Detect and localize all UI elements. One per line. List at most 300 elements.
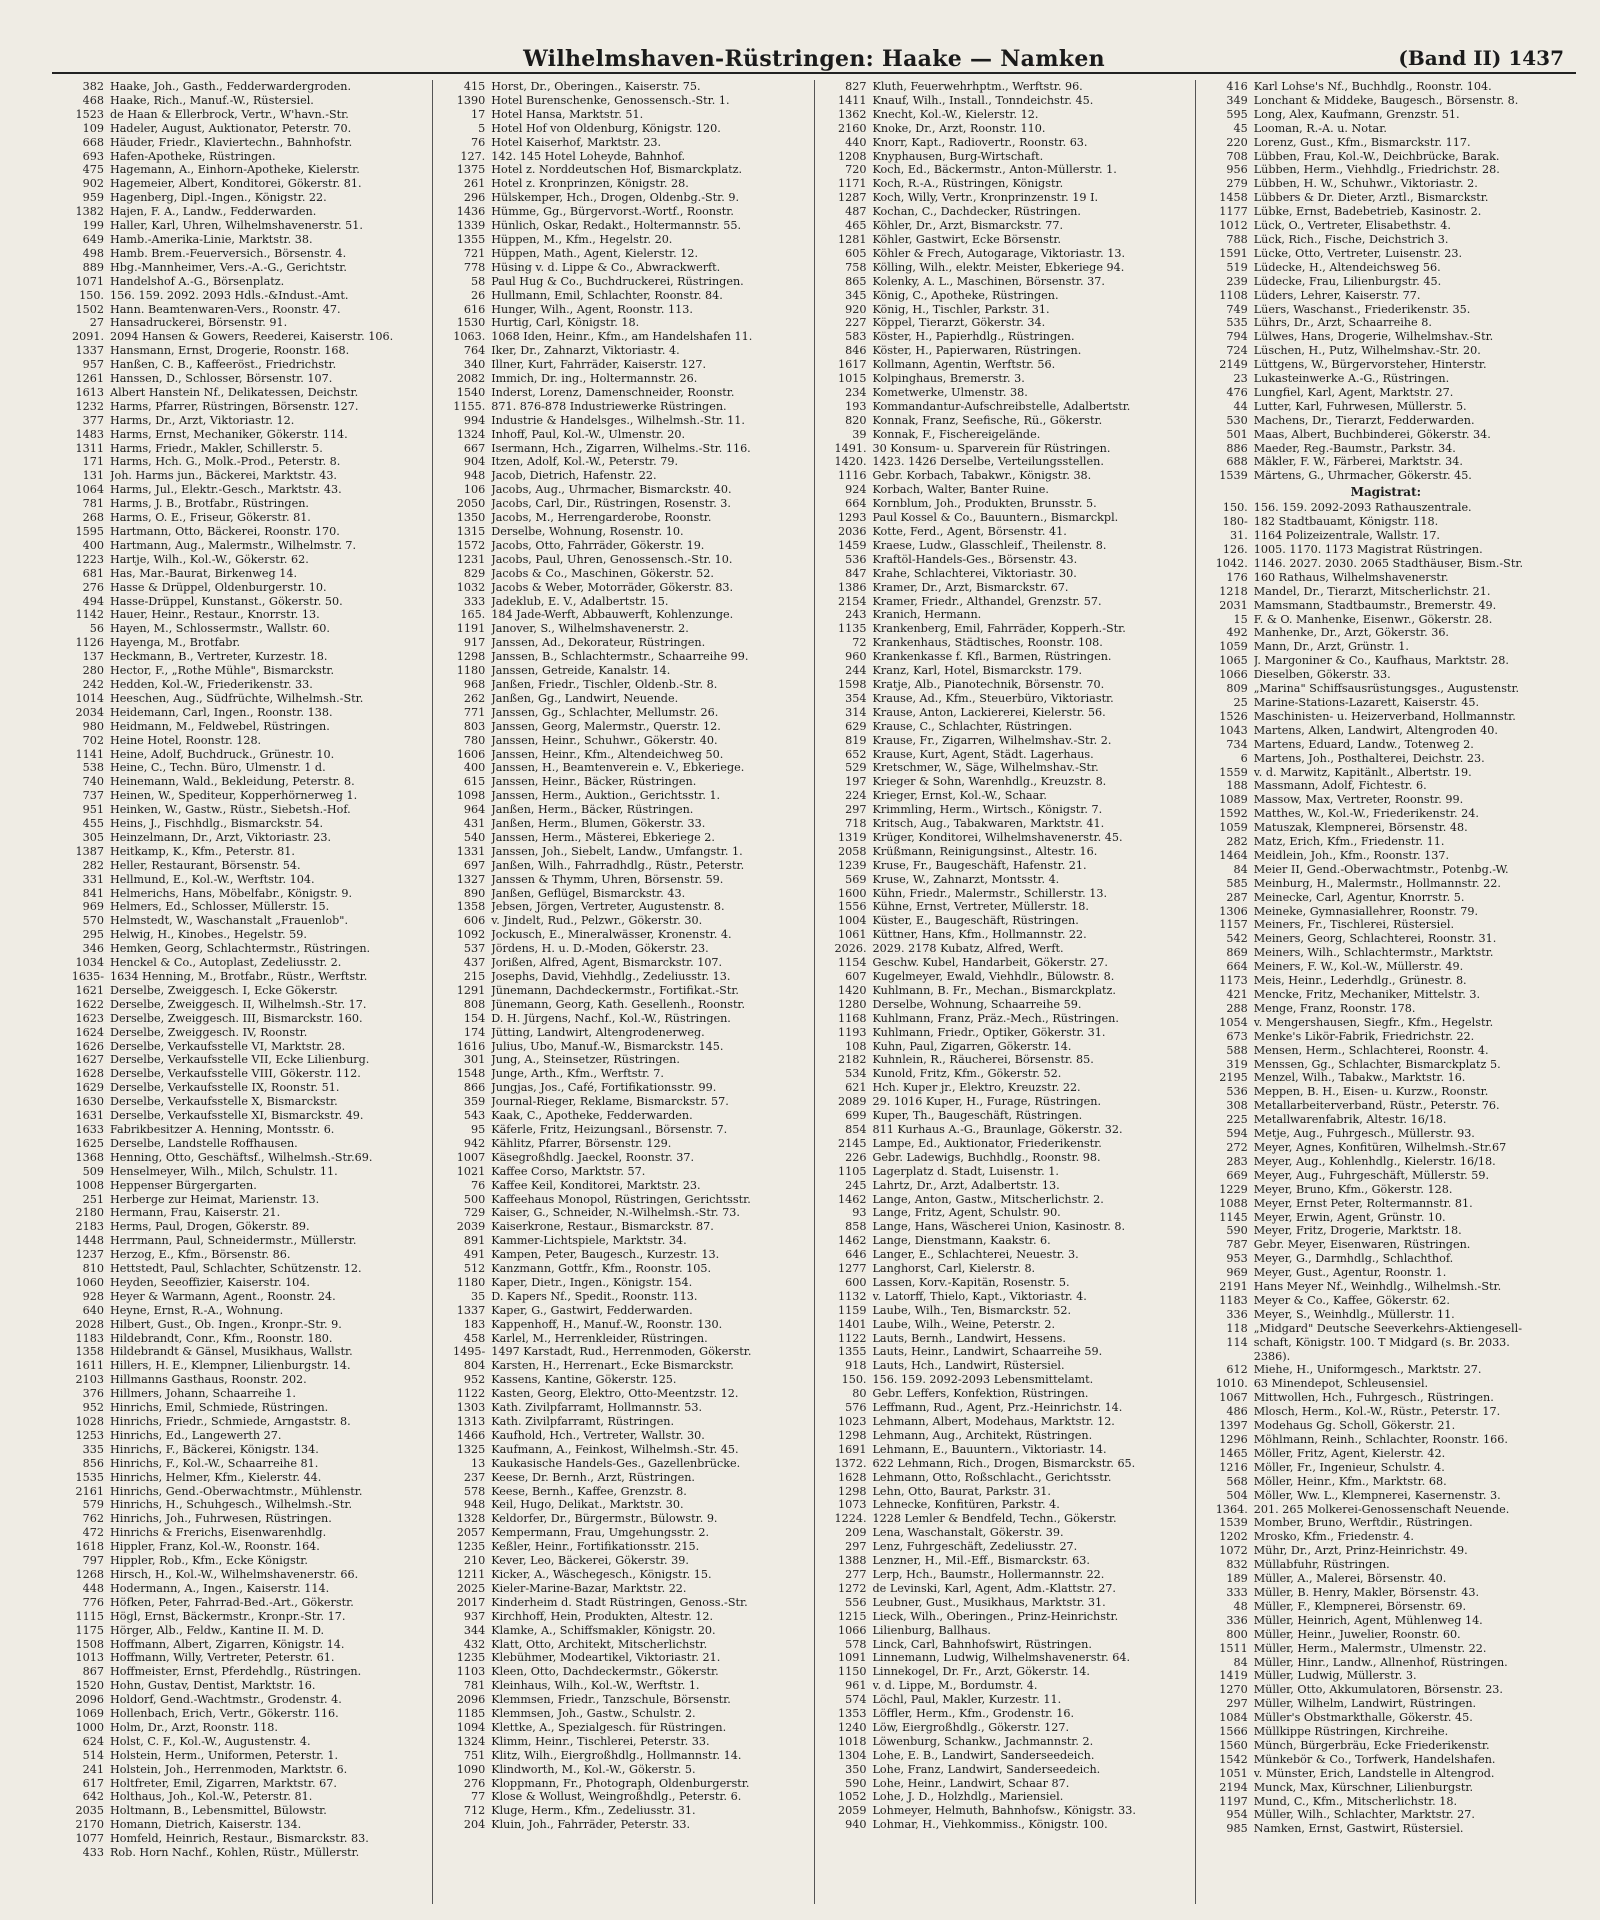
directory-entry (439, 1610, 807, 1624)
entry-text: Linnekogel, Dr. Fr., Arzt, Gökerstr. 14. (872, 1665, 1090, 1679)
entry-text: Junge, Arth., Kfm., Werftstr. 7. (491, 1067, 664, 1081)
directory-entry (58, 720, 426, 734)
entry-text: Klamke, A., Schiffsmakler, Königstr. 20. (491, 1623, 716, 1637)
phone-number: 1328 (456, 1512, 486, 1526)
directory-entry (1202, 932, 1570, 946)
entry-text: Kuper, Th., Baugeschäft, Rüstringen. (872, 1109, 1083, 1123)
entry-text: Kaukasische Handels-Ges., Gazellenbrücke. (491, 1456, 741, 1470)
phone-number: 1635- (71, 970, 104, 983)
phone-number: 1218 (1219, 584, 1248, 598)
phone-number: 1623 (75, 1011, 104, 1025)
directory-entry (58, 1443, 426, 1457)
phone-number: 131 (82, 469, 104, 483)
phone-number: 276 (82, 580, 104, 594)
phone-number: 956 (1226, 163, 1248, 177)
directory-entry (1202, 793, 1570, 807)
directory-entry (439, 581, 807, 595)
phone-number: 1280 (838, 997, 867, 1011)
phone-number: 948 (463, 1498, 486, 1512)
entry-text: Harms, O. E., Friseur, Gökerstr. 81. (110, 511, 311, 525)
entry-text: Namken, Ernst, Gastwirt, Rüstersiel. (1253, 1822, 1464, 1836)
entry-text: Harms, J. B., Brotfabr., Rüstringen. (110, 497, 309, 511)
directory-entry (58, 1053, 426, 1067)
entry-text: Hinrichs & Frerichs, Eisenwarenhdlg. (110, 1526, 327, 1540)
directory-entry (58, 664, 426, 678)
entry-text: Kählitz, Pfarrer, Börsenstr. 129. (491, 1136, 672, 1150)
directory-entry (58, 428, 426, 442)
directory-entry (1202, 1127, 1570, 1141)
phone-number: 1436 (456, 205, 486, 219)
phone-number: 734 (1226, 737, 1248, 751)
entry-text: Haake, Rich., Manuf.-W., Rüstersiel. (110, 93, 314, 107)
phone-number: 1091 (838, 1651, 867, 1665)
directory-entry (821, 1624, 1189, 1638)
entry-text: Heppenser Bürgergarten. (110, 1178, 257, 1192)
entry-text: Kraftöl-Handels-Ges., Börsenstr. 43. (872, 552, 1078, 566)
entry-text: Hippler, Franz, Kol.-W., Roonstr. 164. (110, 1540, 320, 1554)
phone-number: 1126 (75, 636, 104, 650)
directory-entry (821, 344, 1189, 358)
entry-text: Momber, Bruno, Werftdir., Rüstringen. (1253, 1516, 1473, 1530)
phone-number: 193 (845, 399, 867, 413)
entry-text: Kampen, Peter, Baugesch., Kurzestr. 13. (491, 1248, 720, 1262)
entry-text: Mühr, Dr., Arzt, Prinz-Heinrichstr. 49. (1253, 1544, 1468, 1558)
phone-number: 1180 (456, 664, 486, 678)
directory-entry (821, 289, 1189, 303)
phone-number: 652 (845, 747, 867, 761)
entry-text: Kaufhold, Hch., Vertreter, Wallstr. 30. (491, 1428, 705, 1442)
directory-entry (1202, 1183, 1570, 1197)
entry-text: Lange, Anton, Gastw., Mitscherlichstr. 2. (872, 1192, 1104, 1206)
entry-text: Jung, A., Steinsetzer, Rüstringen. (491, 1053, 680, 1067)
entry-text: 1005. 1170. 1173 Magistrat Rüstringen. (1253, 543, 1483, 556)
phone-number: 346 (82, 942, 104, 956)
phone-number: 1007 (456, 1150, 486, 1164)
directory-entry (58, 1318, 426, 1332)
directory-entry (821, 636, 1189, 650)
entry-text: Lange, Dienstmann, Kaakstr. 6. (872, 1234, 1051, 1248)
phone-number: 1624 (75, 1025, 104, 1039)
phone-number: 1611 (75, 1359, 104, 1373)
directory-entry (439, 261, 807, 275)
phone-number: 536 (1226, 1085, 1248, 1099)
phone-number: 781 (463, 1679, 486, 1693)
phone-number: 574 (845, 1693, 867, 1707)
entry-text: Jacobs & Weber, Motorräder, Gökerstr. 83. (491, 580, 734, 594)
directory-entry (821, 122, 1189, 136)
directory-entry (439, 330, 807, 344)
entry-text: Klemmsen, Friedr., Tanzschule, Börsenstr. (491, 1693, 731, 1707)
entry-text: Joh. Harms jun., Bäckerei, Marktstr. 43. (110, 469, 337, 483)
directory-entry (821, 817, 1189, 831)
directory-entry (1202, 891, 1570, 905)
directory-entry (1202, 1391, 1570, 1405)
entry-text: Lukasteinwerke A.-G., Rüstringen. (1253, 372, 1450, 386)
phone-number: 1154 (838, 956, 867, 970)
directory-entry (58, 1012, 426, 1026)
entry-text: Mensen, Herm., Schlachterei, Roonstr. 4. (1253, 1043, 1489, 1057)
entry-text: Laube, Wilh., Ten, Bismarckstr. 52. (872, 1303, 1072, 1317)
directory-entry (58, 984, 426, 998)
directory-entry (1202, 233, 1570, 247)
directory-entry (439, 706, 807, 720)
directory-entry (821, 1457, 1189, 1471)
phone-number: 1142 (75, 608, 104, 622)
entry-text: Albert Hanstein Nf., Delikatessen, Deichstr. (110, 385, 359, 399)
entry-text: v. d. Lippe, M., Bordumstr. 4. (872, 1679, 1038, 1693)
directory-entry (439, 442, 807, 456)
phone-number: 2145 (838, 1136, 867, 1150)
directory-entry (439, 428, 807, 442)
entry-text: König, H., Tischler, Parkstr. 31. (872, 302, 1050, 316)
directory-entry (1202, 1447, 1570, 1461)
directory-entry (821, 511, 1189, 525)
directory-entry (1202, 501, 1570, 515)
directory-entry (439, 1304, 807, 1318)
entry-text: Kometwerke, Ulmenstr. 38. (872, 385, 1028, 399)
directory-entry (58, 1707, 426, 1721)
entry-text: Koch, Willy, Vertr., Kronprinzenstr. 19 I. (872, 191, 1099, 205)
phone-number: 242 (82, 677, 104, 691)
phone-number: 841 (82, 886, 104, 900)
directory-entry (821, 928, 1189, 942)
entry-text: Kuhlmann, Friedr., Optiker, Gökerstr. 31. (872, 1025, 1106, 1039)
phone-number: 1004 (838, 914, 867, 928)
directory-entry (439, 1193, 807, 1207)
directory-entry (439, 1790, 807, 1804)
directory-entry (439, 1165, 807, 1179)
directory-entry (821, 678, 1189, 692)
directory-entry (439, 775, 807, 789)
phone-number: 1021 (456, 1164, 486, 1178)
directory-entry (1202, 1252, 1570, 1266)
directory-entry (439, 303, 807, 317)
phone-number: 535 (1226, 316, 1248, 330)
directory-entry (439, 1095, 807, 1109)
entry-text: Holstein, Joh., Herrenmoden, Marktstr. 6. (110, 1762, 348, 1776)
directory-entry (58, 1777, 426, 1791)
column-1 (52, 80, 433, 1904)
directory-entry (1202, 1544, 1570, 1558)
directory-entry (58, 1429, 426, 1443)
phone-number: 1303 (456, 1401, 486, 1415)
phone-number: 72 (852, 636, 867, 650)
directory-entry (1202, 960, 1570, 974)
phone-number: 1628 (838, 1470, 867, 1484)
directory-entry (1202, 1363, 1570, 1377)
directory-entry (1202, 1503, 1570, 1517)
phone-number: 137 (82, 650, 104, 664)
phone-number: 1034 (75, 956, 104, 970)
entry-text: Meiners, Fr., Tischlerei, Rüstersiel. (1253, 918, 1454, 932)
entry-text: Kruse, Fr., Baugeschäft, Hafenstr. 21. (872, 858, 1087, 872)
phone-number: 2195 (1219, 1071, 1248, 1085)
entry-text: Lauts, Bernh., Landwirt, Hessens. (872, 1331, 1066, 1345)
phone-number: 1293 (838, 511, 867, 525)
phone-number: 803 (463, 719, 486, 733)
entry-text: Derselbe, Verkaufsstelle VII, Ecke Lilienburg. (110, 1053, 370, 1067)
entry-text: Kranz, Karl, Hotel, Bismarckstr. 179. (872, 664, 1083, 678)
entry-text: Lonchant & Middeke, Baugesch., Börsenstr. 8. (1253, 93, 1519, 107)
directory-entry (1202, 807, 1570, 821)
directory-entry (58, 275, 426, 289)
entry-text: Lüttgens, W., Bürgervorsteher, Hinterstr. (1253, 358, 1487, 372)
directory-entry (1202, 779, 1570, 793)
directory-entry (439, 1540, 807, 1554)
phone-number: 243 (845, 608, 867, 622)
entry-text: Lübben, Frau, Kol.-W., Deichbrücke, Barak. (1253, 149, 1500, 163)
entry-text: Lohmar, H., Viehkommiss., Königstr. 100. (872, 1818, 1108, 1832)
entry-text: Müller, A., Malerei, Börsenstr. 40. (1253, 1572, 1447, 1586)
entry-text: Janßen, Gg., Landwirt, Neuende. (491, 691, 679, 705)
directory-entry (439, 1359, 807, 1373)
phone-number: 2034 (75, 705, 104, 719)
directory-entry (821, 942, 1189, 956)
directory-entry (1202, 1683, 1570, 1697)
entry-text: Krankenhaus, Städtisches, Roonstr. 108. (872, 636, 1103, 650)
directory-entry (58, 1554, 426, 1568)
directory-entry (439, 1290, 807, 1304)
entry-text: Krüßmann, Reinigungsinst., Altestr. 16. (872, 844, 1098, 858)
entry-text: Lehmann, Aug., Architekt, Rüstringen. (872, 1428, 1093, 1442)
entry-text: Keßler, Heinr., Fortifikationsstr. 215. (491, 1540, 700, 1554)
directory-entry (58, 1638, 426, 1652)
entry-text: 156. 159. 2092-2093 Rathauszentrale. (1253, 501, 1472, 515)
entry-text: Hotel z. Norddeutschen Hof, Bismarckplatz. (491, 163, 743, 177)
phone-number: 1350 (456, 511, 486, 525)
entry-text: 160 Rathaus, Wilhelmshavenerstr. (1253, 570, 1449, 584)
entry-text: Müller, Otto, Akkumulatoren, Börsenstr. 23. (1253, 1683, 1503, 1697)
phone-number: 297 (845, 1540, 867, 1554)
directory-entry (439, 205, 807, 219)
entry-text: Käferle, Fritz, Heizungsanl., Börsenstr. 7. (491, 1122, 728, 1136)
directory-entry (439, 414, 807, 428)
directory-entry (439, 900, 807, 914)
phone-number: 778 (463, 260, 486, 274)
phone-number: 1382 (75, 205, 104, 219)
phone-number: 640 (82, 1303, 104, 1317)
entry-text: Lange, Hans, Wäscherei Union, Kasinostr. 8. (872, 1220, 1126, 1234)
directory-entry (58, 1832, 426, 1846)
entry-text: Kaper, Dietr., Ingen., Königstr. 154. (491, 1275, 693, 1289)
directory-entry (821, 581, 1189, 595)
directory-entry (1202, 150, 1570, 164)
directory-entry (439, 1429, 807, 1443)
phone-number: 2031 (1219, 598, 1248, 612)
directory-entry (439, 289, 807, 303)
directory-entry (1202, 1516, 1570, 1530)
entry-text: Heine, Adolf, Buchdruck., Grünestr. 10. (110, 747, 335, 761)
phone-number: 538 (82, 761, 104, 775)
entry-text: Massow, Max, Vertreter, Roonstr. 99. (1253, 793, 1464, 807)
entry-text: Käsegroßhdlg. Jaeckel, Roonstr. 37. (491, 1150, 695, 1164)
directory-entry (821, 1638, 1189, 1652)
entry-text: 811 Kurhaus A.-G., Braunlage, Gökerstr. 32. (872, 1122, 1123, 1136)
phone-number: 1372. (834, 1456, 867, 1470)
entry-text: Lungfiel, Karl, Agent, Marktstr. 27. (1253, 385, 1454, 399)
directory-entry (821, 80, 1189, 94)
entry-text: Heeschen, Aug., Südfrüchte, Wilhelmsh.-Str. (110, 691, 364, 705)
phone-number: 1296 (1219, 1433, 1248, 1446)
directory-entry (439, 692, 807, 706)
directory-entry (58, 205, 426, 219)
entry-text: Holtfreter, Emil, Zigarren, Marktstr. 67. (110, 1776, 337, 1790)
directory-entry (821, 525, 1189, 539)
directory-entry (439, 1526, 807, 1540)
entry-text: Hch. Kuper jr., Elektro, Kreuzstr. 22. (872, 1081, 1081, 1095)
directory-entry (439, 789, 807, 803)
directory-entry (1202, 386, 1570, 400)
phone-number: 534 (845, 1067, 867, 1081)
phone-number: 794 (1226, 330, 1248, 344)
directory-entry (58, 1721, 426, 1735)
phone-number: 1042. (1215, 556, 1248, 570)
entry-text: Meyer, Gust., Agentur, Roonstr. 1. (1253, 1266, 1447, 1280)
phone-number: 272 (1226, 1140, 1248, 1154)
directory-entry (58, 1485, 426, 1499)
phone-number: 1355 (456, 232, 486, 246)
phone-number: 1215 (838, 1609, 867, 1623)
entry-text: Hollenbach, Erich, Vertr., Gökerstr. 116. (110, 1707, 339, 1721)
entry-text: Jockusch, E., Mineralwässer, Kronenstr. 4. (491, 928, 732, 942)
phone-number: 2057 (456, 1526, 486, 1540)
phone-number: 579 (82, 1498, 104, 1512)
phone-number: 1388 (838, 1554, 867, 1568)
entry-text: Lagerplatz d. Stadt, Luisenstr. 1. (872, 1164, 1059, 1178)
phone-number: 2050 (456, 497, 486, 511)
directory-entry (439, 1693, 807, 1707)
phone-number: 1327 (456, 872, 486, 886)
directory-entry (1202, 1266, 1570, 1280)
phone-number: 2160 (838, 121, 867, 135)
phone-number: 1224. (834, 1512, 867, 1526)
directory-entry (821, 1512, 1189, 1526)
entry-text: Lübbers & Dr. Dieter, Arztl., Bismarckstr. (1253, 191, 1489, 205)
directory-entry (821, 1610, 1189, 1624)
phone-number: 1018 (838, 1734, 867, 1748)
entry-text: Jacobs, Paul, Uhren, Genossensch.-Str. 10. (491, 552, 733, 566)
directory-entry (1202, 442, 1570, 456)
phone-number: 1253 (75, 1428, 104, 1442)
entry-text: Hinrichs, F., Kol.-W., Schaarreihe 81. (110, 1456, 319, 1470)
directory-entry (1202, 1697, 1570, 1711)
entry-text: Lerp, Hch., Baumstr., Hollermannstr. 22. (872, 1567, 1105, 1581)
entry-text: de Levinski, Karl, Agent, Adm.-Klattstr. 27. (872, 1581, 1116, 1595)
directory-entry (58, 316, 426, 330)
directory-entry (821, 1735, 1189, 1749)
phone-number: 295 (82, 928, 104, 942)
phone-number: 189 (1226, 1572, 1248, 1586)
phone-number: 1229 (1219, 1182, 1248, 1196)
directory-entry (439, 1665, 807, 1679)
directory-entry (821, 775, 1189, 789)
entry-text: de Haan & Ellerbrock, Vertr., W'havn.-Str. (110, 107, 349, 121)
entry-text: Mittwollen, Hch., Fuhrgesch., Rüstringen. (1253, 1391, 1494, 1405)
directory-entry (439, 1276, 807, 1290)
entry-text: Lehmann, Albert, Modehaus, Marktstr. 12. (872, 1415, 1115, 1428)
phone-number: 1628 (75, 1067, 104, 1081)
entry-text: Hinrichs, Helmer, Kfm., Kielerstr. 44. (110, 1470, 322, 1484)
entry-text: Maschinisten- u. Heizerverband, Hollmannstr. (1253, 709, 1516, 723)
entry-text: Jacobs, M., Herrengarderobe, Roonstr. (491, 511, 712, 525)
entry-text: J. Margoniner & Co., Kaufhaus, Marktstr. 28. (1253, 654, 1509, 668)
phone-number: 1063. (453, 330, 486, 344)
phone-number: 1052 (838, 1790, 867, 1804)
phone-number: 952 (463, 1373, 486, 1387)
entry-text: Lück, O., Vertreter, Elisabethstr. 4. (1253, 219, 1451, 233)
directory-entry (821, 1693, 1189, 1707)
directory-entry (439, 803, 807, 817)
directory-entry (821, 1679, 1189, 1693)
directory-entry (58, 386, 426, 400)
directory-entry (821, 372, 1189, 386)
directory-entry (1202, 752, 1570, 766)
entry-text: Lange, Fritz, Agent, Schulstr. 90. (872, 1206, 1061, 1220)
phone-number: 494 (82, 594, 104, 608)
page-title: Wilhelmshaven-Rüstringen: Haake — Namken (523, 46, 1105, 72)
entry-text: Meis, Heinr., Lederhdlg., Grünestr. 8. (1253, 974, 1467, 988)
entry-text: Haake, Joh., Gasth., Fedderwardergroden. (110, 80, 351, 93)
directory-entry (821, 761, 1189, 775)
phone-number: 26 (471, 288, 486, 302)
phone-number: 288 (1226, 1001, 1248, 1015)
entry-text: Janssen & Thymm, Uhren, Börsenstr. 59. (491, 872, 724, 886)
directory-entry (58, 1401, 426, 1415)
directory-entry (1202, 247, 1570, 261)
directory-entry (58, 80, 426, 94)
directory-entry (58, 358, 426, 372)
directory-entry (439, 525, 807, 539)
entry-text: Hettstedt, Paul, Schlachter, Schützenstr. 12. (110, 1262, 362, 1276)
phone-number: 475 (82, 163, 104, 177)
entry-text: Lampe, Ed., Auktionator, Friederikenstr. (872, 1136, 1102, 1150)
phone-number: 1103 (456, 1665, 486, 1679)
directory-entry (58, 692, 426, 706)
directory-entry (439, 956, 807, 970)
phone-number: 1631 (75, 1109, 104, 1123)
phone-number: 1277 (838, 1262, 867, 1276)
directory-entry (58, 887, 426, 901)
entry-text: Häuder, Friedr., Klaviertechn., Bahnhofstr. (110, 135, 353, 149)
directory-entry (439, 1345, 807, 1359)
phone-number: 1237 (75, 1248, 104, 1262)
phone-number: 1355 (838, 1345, 867, 1359)
directory-entry (58, 789, 426, 803)
directory-entry (58, 998, 426, 1012)
entry-text: Kappenhoff, H., Manuf.-W., Roonstr. 130. (491, 1317, 723, 1331)
directory-entry (58, 650, 426, 664)
entry-text: 156. 159. 2092-2093 Lebensmittelamt. (872, 1373, 1094, 1387)
directory-entry (58, 1234, 426, 1248)
entry-text: Hamb. Brem.-Feuerversich., Börsenstr. 4. (110, 246, 347, 260)
phone-number: 569 (845, 872, 867, 886)
directory-entry (58, 94, 426, 108)
directory-entry (821, 998, 1189, 1012)
phone-number: 1064 (75, 483, 104, 497)
entry-text: Janssen, Georg, Malermstr., Querstr. 12. (491, 719, 721, 733)
directory-entry (58, 1624, 426, 1638)
directory-entry (821, 1123, 1189, 1137)
directory-entry (1202, 330, 1570, 344)
directory-entry (58, 136, 426, 150)
phone-number: 1462 (838, 1234, 867, 1248)
entry-text: Hurtig, Carl, Königstr. 18. (491, 316, 640, 330)
entry-text: 2094 Hansen & Gowers, Reederei, Kaiserstr. 106. (110, 330, 394, 344)
entry-text: Möller, Heinr., Kfm., Marktstr. 68. (1253, 1474, 1447, 1488)
directory-entry (439, 1763, 807, 1777)
entry-text: Fabrikbesitzer A. Henning, Montsstr. 6. (110, 1122, 335, 1136)
directory-entry (1202, 372, 1570, 386)
